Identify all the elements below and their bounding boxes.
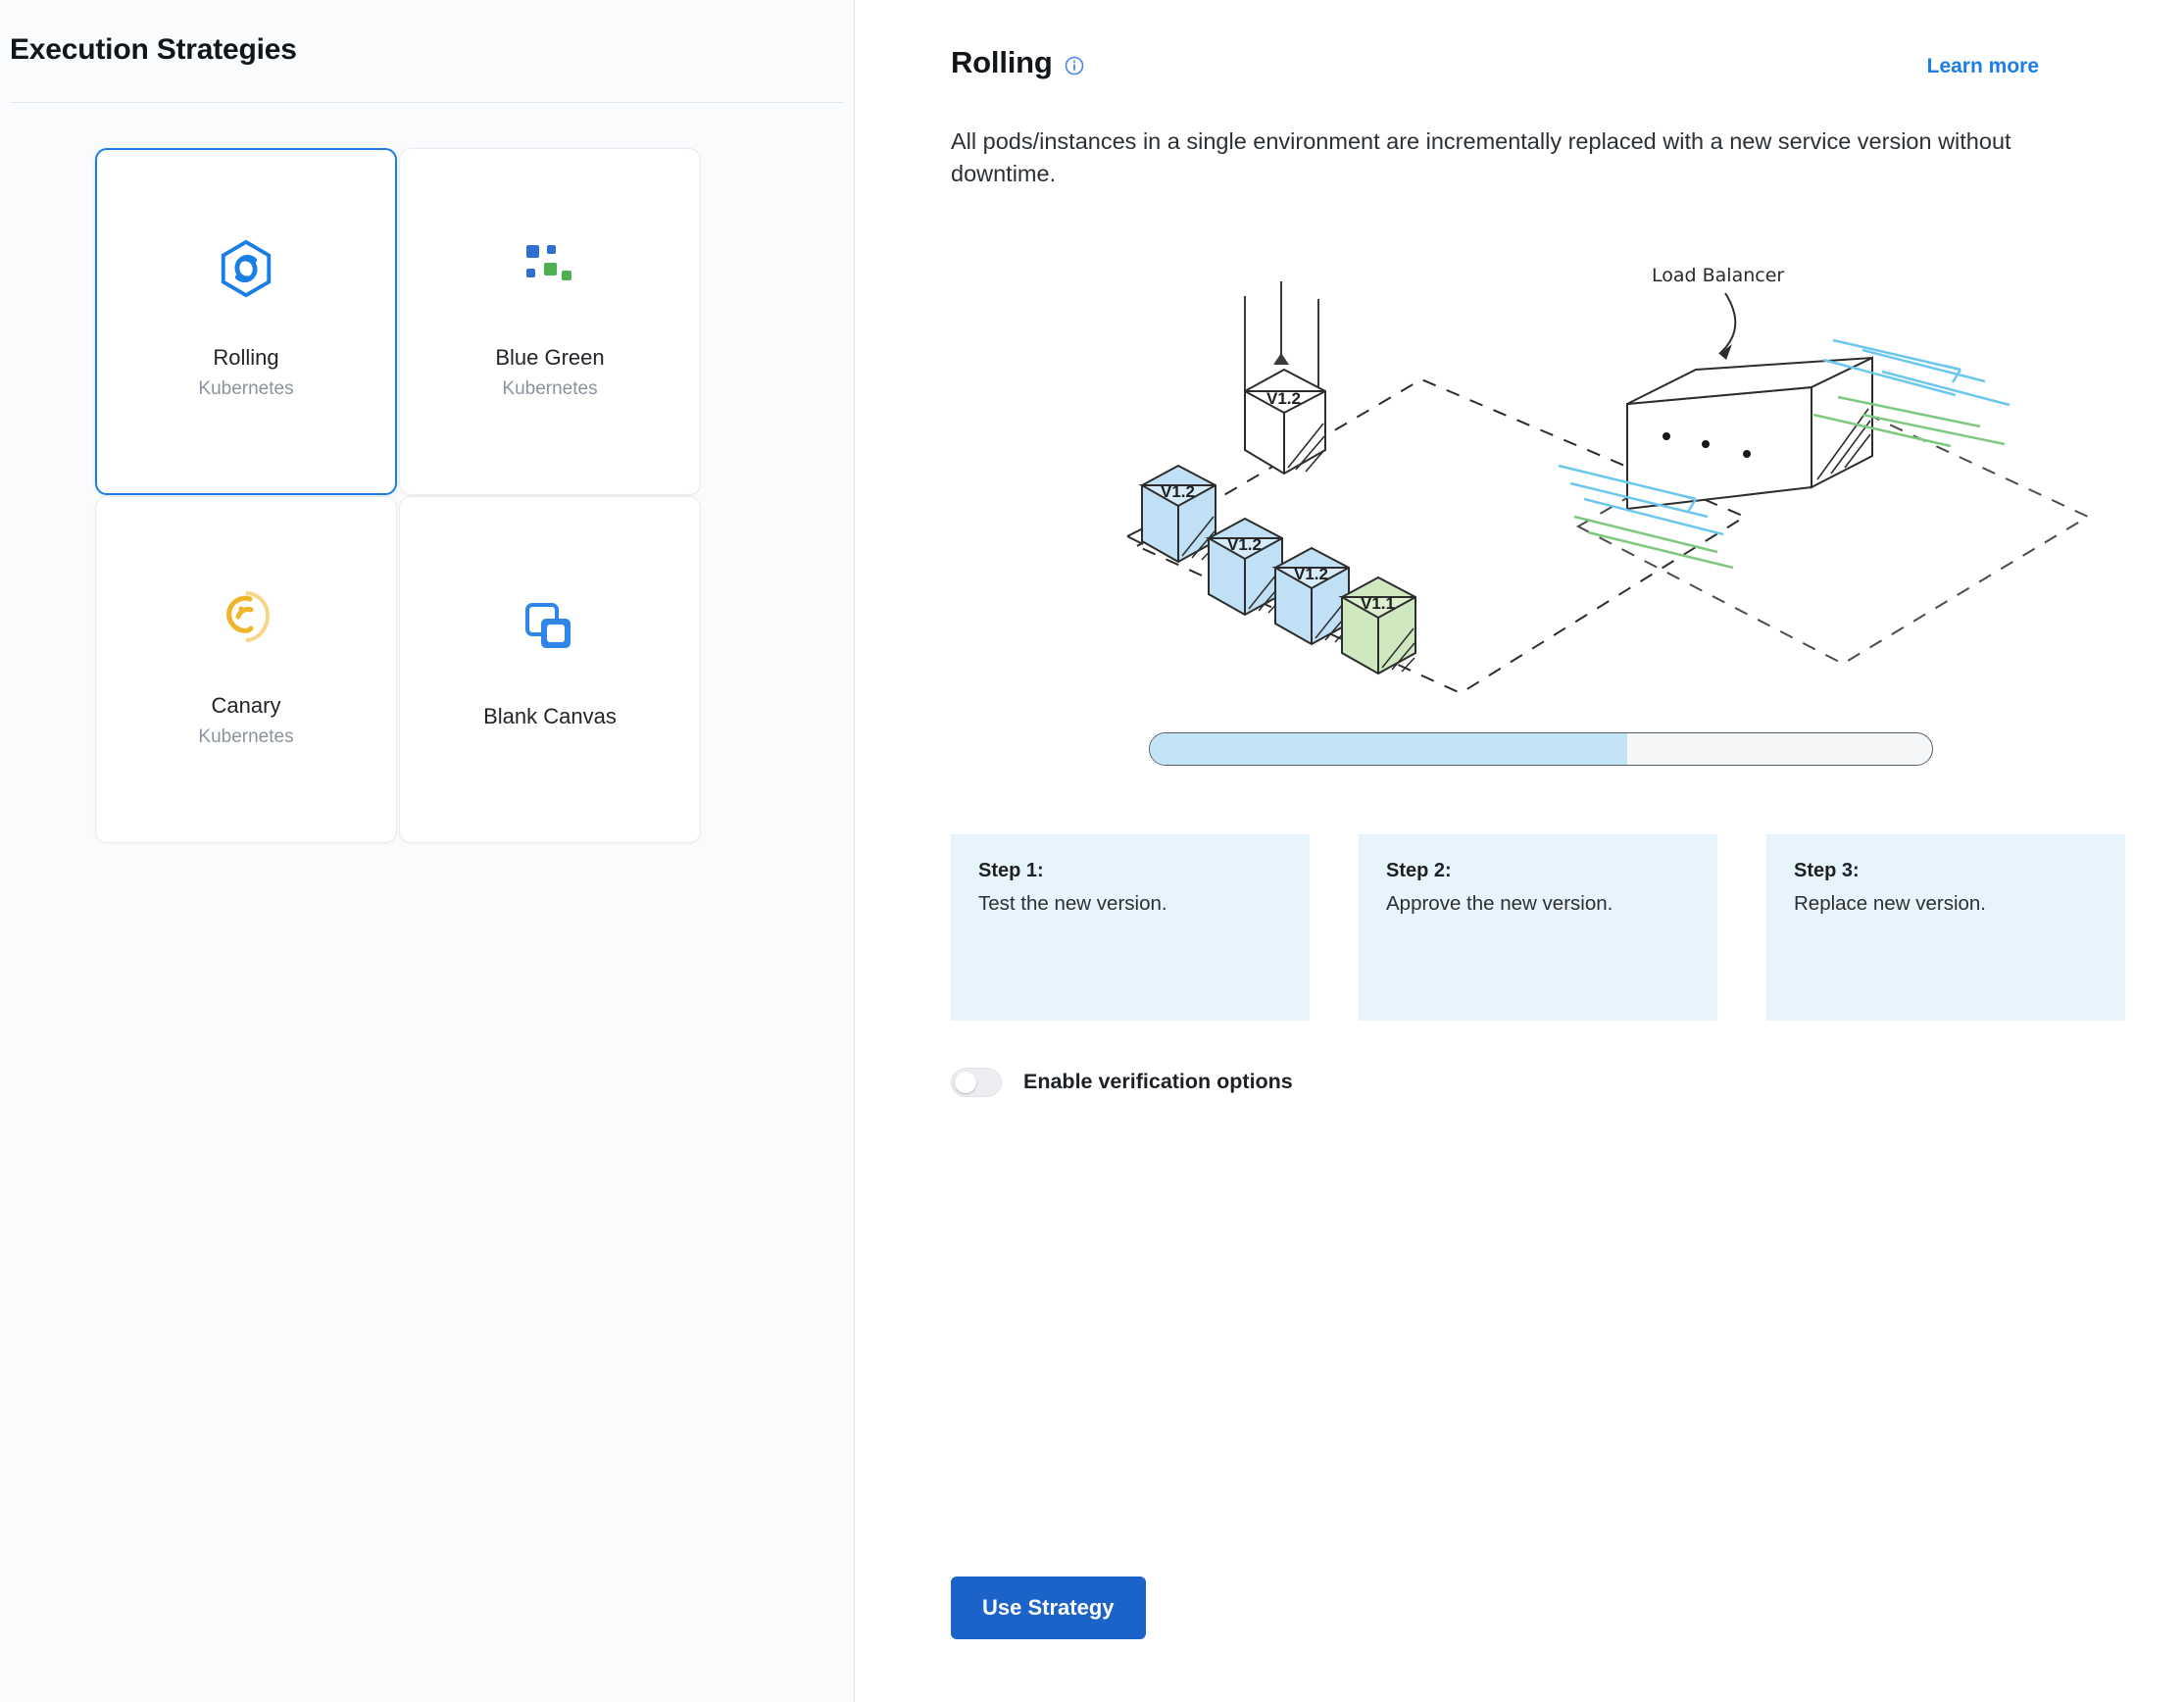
- strategy-card-blank-canvas[interactable]: [399, 496, 701, 843]
- rolling-illustration: [951, 223, 2088, 723]
- strategy-card-label: Blank Canvas: [483, 704, 617, 728]
- rolling-icon: [215, 237, 277, 300]
- execution-strategies-panel: [0, 0, 855, 1702]
- card-content: [483, 596, 617, 737]
- strategy-cell-blank-canvas: [398, 496, 702, 844]
- pod-label: V1.2: [1161, 481, 1195, 501]
- page-title: Execution Strategies: [10, 33, 297, 66]
- step-title: Step 1:: [978, 859, 1044, 881]
- learn-more-link[interactable]: Learn more: [1926, 55, 2039, 77]
- pod-row-3: [1275, 548, 1349, 644]
- strategy-card-rolling[interactable]: [95, 148, 397, 495]
- card-content: [198, 585, 293, 748]
- strategy-detail-panel: [855, 0, 2184, 1702]
- pod-hanging: [1245, 370, 1325, 474]
- strategy-cell-canary: [94, 496, 398, 844]
- blank-canvas-icon: [519, 596, 581, 659]
- detail-header: [951, 45, 2125, 80]
- pod-row-4-old: [1342, 577, 1415, 674]
- strategy-card-sub: Kubernetes: [198, 378, 294, 399]
- card-content: [198, 237, 293, 400]
- detail-description: All pods/instances in a single environment are incrementally replaced with a new service version without downtime.: [951, 128, 2011, 187]
- blue-green-icon: [519, 237, 581, 300]
- load-balancer-label: Load Balancer: [1652, 264, 1785, 286]
- strategy-cell-rolling: [94, 148, 398, 496]
- info-icon[interactable]: [1065, 56, 1084, 75]
- rollout-progress-bar: [1149, 732, 1933, 766]
- steps-row: [951, 834, 2125, 1021]
- step-title: Step 2:: [1386, 859, 1452, 881]
- pod-label: V1.1: [1361, 593, 1395, 613]
- step-card-1: [951, 834, 1310, 1021]
- strategy-card-canary[interactable]: [95, 496, 397, 843]
- strategy-card-label: Canary: [211, 693, 281, 718]
- pod-row-1: [1142, 466, 1216, 562]
- step-title: Step 3:: [1794, 859, 1860, 881]
- step-text: Approve the new version.: [1386, 891, 1613, 915]
- strategy-card-sub: Kubernetes: [198, 726, 294, 747]
- card-content: [495, 237, 604, 400]
- toggle-knob: [955, 1072, 976, 1093]
- detail-title-row: [951, 45, 1084, 80]
- pod-label: V1.2: [1266, 388, 1301, 408]
- divider: [10, 102, 844, 103]
- verification-options-row: [951, 1068, 2125, 1097]
- strategy-cell-blue-green: [398, 148, 702, 496]
- load-balancer-box: [1627, 358, 1872, 509]
- step-text: Test the new version.: [978, 891, 1167, 915]
- step-text: Replace new version.: [1794, 891, 1986, 915]
- step-card-3: [1766, 834, 2125, 1021]
- strategy-card-label: Blue Green: [495, 345, 605, 370]
- strategy-card-label: Rolling: [213, 345, 279, 370]
- strategy-card-sub: Kubernetes: [502, 378, 598, 399]
- enable-verification-toggle[interactable]: [951, 1068, 1002, 1097]
- strategy-card-grid: [94, 148, 854, 844]
- step-card-2: [1359, 834, 1717, 1021]
- detail-title: Rolling: [951, 45, 1053, 79]
- rollout-progress-fill: [1150, 733, 1627, 765]
- pod-label: V1.2: [1294, 564, 1328, 583]
- strategy-card-blue-green[interactable]: [399, 148, 701, 495]
- use-strategy-button[interactable]: Use Strategy: [951, 1577, 1146, 1639]
- canary-icon: [215, 585, 277, 648]
- pod-label: V1.2: [1227, 534, 1262, 554]
- enable-verification-label: Enable verification options: [1023, 1070, 1293, 1094]
- pod-row-2: [1209, 519, 1282, 615]
